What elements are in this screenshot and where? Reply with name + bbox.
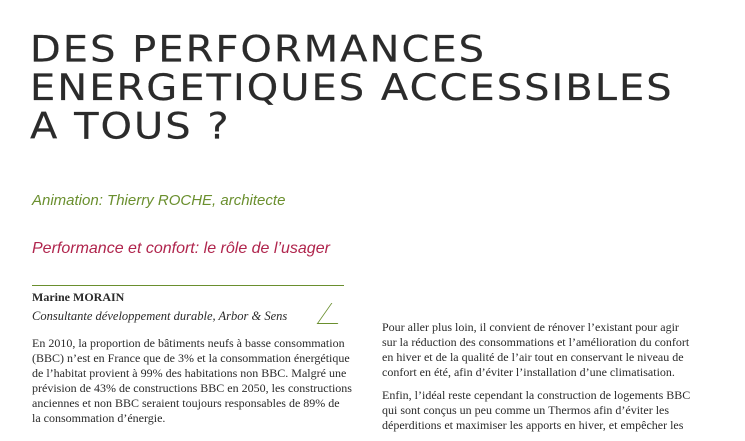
text-line: Pour aller plus loin, il convient de rénover l’existant pour agir [382, 320, 679, 334]
left-column [32, 336, 354, 434]
text-line: En 2010, la proportion de bâtiments neufs à basse consommation [32, 336, 345, 350]
right-paragraph-2 [382, 388, 720, 433]
text-line: la consommation d’énergie. [32, 411, 166, 425]
left-paragraph [32, 336, 354, 426]
author-divider [32, 285, 344, 286]
right-column [382, 320, 720, 441]
text-line: Enfin, l’idéal reste cependant la construction de logements BBC [382, 388, 691, 402]
article-title [30, 30, 674, 146]
text-line: déperditions et maximiser les apports en hiver, et empêcher les [382, 418, 684, 432]
text-line: sur la réduction des consommations et l’amélioration du confort [382, 335, 690, 349]
text-line: prévision de 43% de constructions BBC en 2050, les constructions [32, 381, 352, 395]
text-line: qui sont conçus un peu comme un Thermos afin d’éviter les [382, 403, 670, 417]
text-line: en hiver et de la qualité de l’air tout en conservant le niveau de [382, 350, 684, 364]
author-role: Consultante développement durable, Arbor & Sens [32, 309, 288, 323]
author-callout-mark [317, 303, 353, 324]
title-line-2: ENERGETIQUES ACCESSIBLES [30, 66, 674, 110]
author-name: Marine MORAIN [32, 290, 125, 304]
animation-credit: Animation: Thierry ROCHE, architecte [32, 192, 286, 209]
title-line-1: DES PERFORMANCES [30, 28, 487, 71]
text-line: (BBC) n’est en France que de 3% et la consommation énergétique [32, 351, 350, 365]
text-line: confort en été, afin d’éviter l’installation d’une climatisation. [382, 365, 675, 379]
text-line: anciennes et non BBC seraient toujours responsables de 89% de [32, 396, 340, 410]
text-line: de l’habitat provient à 99% des habitations non BBC. Malgré une [32, 366, 347, 380]
section-heading: Performance et confort: le rôle de l’usager [32, 240, 330, 257]
right-paragraph-1 [382, 320, 720, 380]
title-line-3: A TOUS ? [30, 105, 231, 148]
